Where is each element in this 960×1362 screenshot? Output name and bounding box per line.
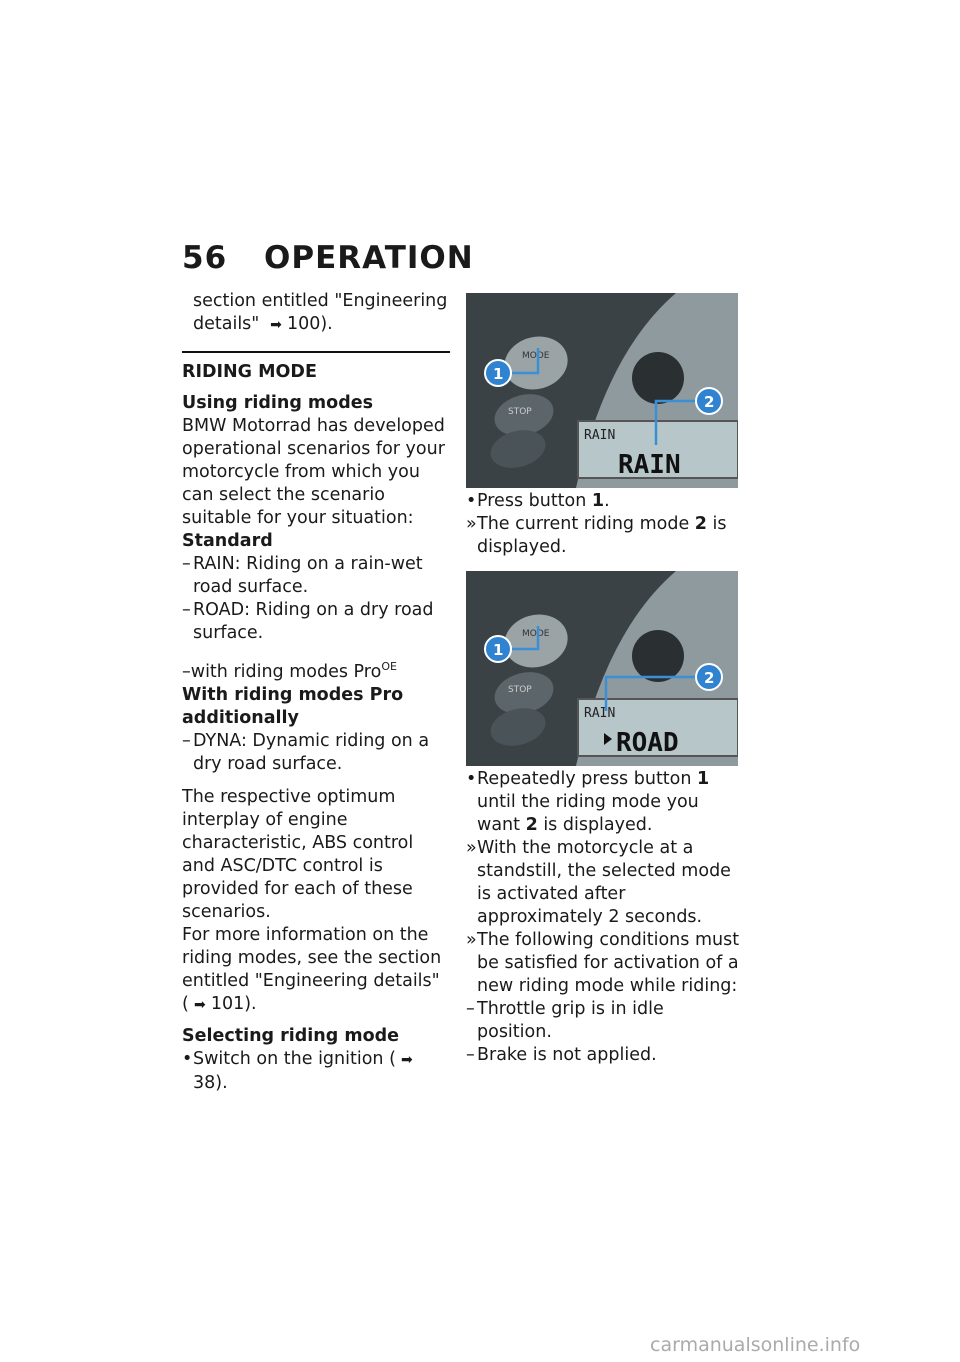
svg-text:2: 2 [704,393,715,411]
intro-text: section entitled "Engineering details" ➡ 100). [182,290,450,337]
page-ref-arrow-icon: ➡ [193,996,206,1013]
list-item: – RAIN: Riding on a rain-wet road surface. [182,554,423,597]
page-ref-arrow-icon: ➡ [270,317,282,333]
svg-text:RAIN: RAIN [584,428,616,443]
svg-text:STOP: STOP [508,685,532,695]
svg-text:MODE: MODE [522,629,550,639]
left-column [182,290,450,1095]
paragraph: The respective optimum interplay of engine characteristic, ABS control and ASC/DTC control is provided for each of these scenarios. [182,786,414,922]
right-column-top [466,490,741,559]
handlebar-figure-rain [466,293,738,488]
svg-text:1: 1 [493,365,504,383]
svg-text:1: 1 [493,641,504,659]
page-number: 56 [182,240,228,276]
action-step: • Switch on the ignition ( ➡38). [182,1048,450,1095]
svg-text:RAIN: RAIN [584,706,616,721]
action-step: • Press button 1. [466,491,610,511]
condition-item: – Brake is not applied. [466,1045,657,1065]
result-step: » The following conditions must be satisfied for activation of a new riding mode while riding: [466,930,740,996]
paragraph: BMW Motorrad has developed operational scenarios for your motorcycle from which you can select the scenario suitable for your situation: [182,416,445,528]
pro-heading: With riding modes Pro additionally [182,684,404,728]
page-title: OPERATION [264,240,474,276]
watermark: carmanualsonline.info [650,1334,861,1356]
right-column-bottom [466,768,741,1067]
result-step: » The current riding mode 2 is displayed. [466,514,727,557]
subsection-title: Using riding modes [182,393,374,413]
standard-label: Standard [182,531,273,551]
svg-text:2: 2 [704,669,715,687]
svg-text:MODE: MODE [522,351,550,361]
handlebar-illustration [466,293,738,488]
handlebar-figure-road [466,571,738,766]
page-ref-arrow-icon: ➡ [401,1051,413,1068]
svg-text:STOP: STOP [508,407,532,417]
action-step: • Repeatedly press button 1 until the riding mode you want 2 is displayed. [466,769,710,835]
list-item: – DYNA: Dynamic riding on a dry road surface. [182,730,430,774]
svg-text:RAIN: RAIN [618,450,681,480]
paragraph: For more information on the riding modes, see the section entitled "Engineering details" ( ➡ 101). [182,924,450,1017]
page-header [182,240,474,276]
condition-item: – Throttle grip is in idle position. [466,999,664,1042]
option-line: –with riding modes Pro$^{OE}$ [182,660,397,682]
svg-text:ROAD: ROAD [616,728,679,758]
result-step: » With the motorcycle at a standstill, the selected mode is activated after approximately 2 seconds. [466,838,731,927]
list-item: – ROAD: Riding on a dry road surface. [182,600,434,643]
section-title: RIDING MODE [182,351,450,384]
handlebar-illustration [466,571,738,766]
subsection-title: Selecting riding mode [182,1025,400,1046]
